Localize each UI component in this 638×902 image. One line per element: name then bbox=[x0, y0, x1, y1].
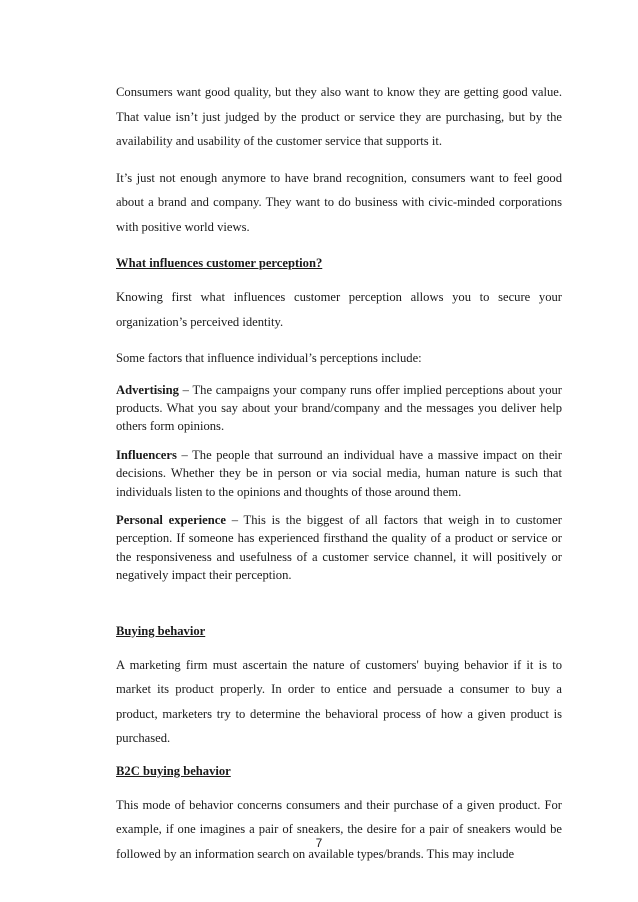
page-body bbox=[116, 80, 562, 866]
factor-text: – The campaigns your company runs offer implied perceptions about your products. What you say about your brand/company and the messages you deliver help others form opinions. bbox=[116, 382, 562, 434]
heading-b2c-buying-behavior: B2C buying behavior bbox=[116, 763, 231, 778]
factor-influencers bbox=[116, 446, 562, 501]
paragraph-b2c: This mode of behavior concerns consumers and their purchase of a given product. For example, if one imagines a pair of sneakers, the desire for a pair of sneakers would be followed by an information search on available types/brands. This may include bbox=[116, 797, 562, 861]
paragraph-knowing-first: Knowing first what influences customer perception allows you to secure your organization’s perceived identity. bbox=[116, 290, 562, 329]
factor-term: Influencers bbox=[116, 447, 177, 462]
paragraph-some-factors: Some factors that influence individual’s perceptions include: bbox=[116, 351, 422, 365]
heading-buying-behavior: Buying behavior bbox=[116, 623, 206, 638]
factor-advertising bbox=[116, 381, 562, 436]
factor-text: – The people that surround an individual have a massive impact on their decisions. Whether they be in person or via social media, human nature is such that individuals listen to the opinions and thoughts of those around them. bbox=[116, 447, 562, 499]
factor-text: – This is the biggest of all factors that weigh in to customer perception. If someone has experienced firsthand the quality of a product or service or the responsiveness and usefulness of a customer service channel, it will positively or negatively impact their perception. bbox=[116, 512, 562, 583]
paragraph-value-intro: Consumers want good quality, but they also want to know they are getting good value. That value isn’t just judged by the product or service they are purchasing, but by the availability and usability of the customer service that supports it. bbox=[116, 85, 562, 148]
page-number: 7 bbox=[315, 836, 323, 850]
heading-what-influences: What influences customer perception? bbox=[116, 256, 323, 270]
factor-personal-experience bbox=[116, 511, 562, 585]
paragraph-buying-behavior: A marketing firm must ascertain the nature of customers' buying behavior if it is to market its product properly. In order to entice and persuade a consumer to buy a product, marketers try to determine the behavioral process of how a given product is purchased. bbox=[116, 657, 562, 746]
paragraph-brand-recognition: It’s just not enough anymore to have brand recognition, consumers want to feel good about a brand and company. They want to do business with civic-minded corporations with positive world views. bbox=[116, 170, 562, 234]
factor-term: Personal experience bbox=[116, 512, 226, 527]
factor-term: Advertising bbox=[116, 382, 179, 397]
